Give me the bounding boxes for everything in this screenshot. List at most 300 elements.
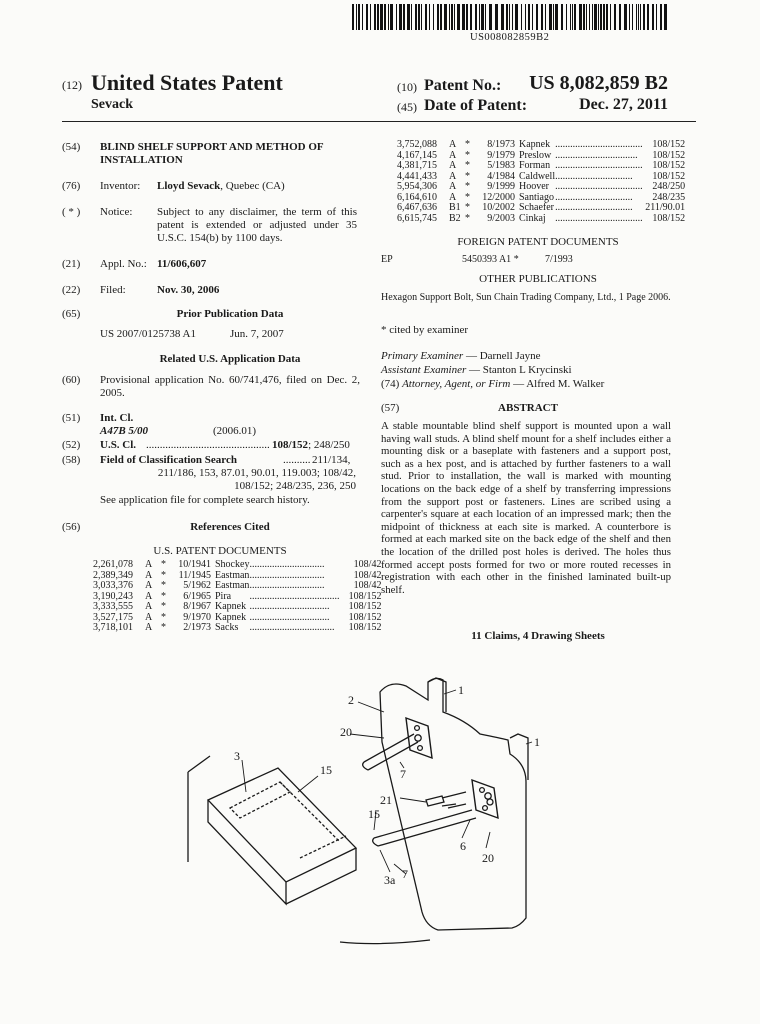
ref-date: 9/1999 <box>487 181 515 192</box>
inventor-location: , Quebec (CA) <box>220 180 285 192</box>
barcode-bar <box>440 4 442 30</box>
shelf-side <box>208 800 356 904</box>
ref-date: 6/1965 <box>183 590 211 602</box>
ref-star: * <box>161 622 166 633</box>
reference-row <box>397 182 685 193</box>
ref-class: 108/152 <box>652 170 686 182</box>
foreign-star: * <box>513 254 519 265</box>
ref-kind: B1 <box>449 202 461 213</box>
foreign-kind: A1 <box>498 254 512 265</box>
barcode-bar <box>399 4 402 30</box>
reference-row <box>93 581 381 592</box>
barcode-bar <box>549 4 552 30</box>
barcode-bar <box>352 4 354 30</box>
barcode-bar <box>470 4 472 30</box>
attorney <box>381 378 604 391</box>
inventor-name: Lloyd Sevack <box>157 180 221 192</box>
ref-star: * <box>465 139 470 150</box>
primary-examiner-label: Primary Examiner <box>381 350 464 362</box>
barcode-bar <box>377 4 379 30</box>
ref-leader <box>249 602 339 613</box>
leader-dots <box>249 592 339 603</box>
ref-star: * <box>465 170 470 182</box>
barcode-bar <box>656 4 657 30</box>
reference-row <box>397 203 685 214</box>
notice-text: Subject to any disclaimer, the term of this patent is extended or adjusted under 35 U.S.C. 154(b) by 1100 days. <box>157 206 357 244</box>
field-search-line2: 211/186, 153, 87.01, 90.01, 119.003; 108/42, <box>157 467 356 479</box>
ref-star: * <box>465 212 470 224</box>
barcode-bar <box>396 4 397 30</box>
ref-name: Forman <box>519 160 551 171</box>
int-cl-class: A47B 5/00 <box>100 425 148 437</box>
ref-class: 108/42 <box>353 569 382 581</box>
drawing-reference-label: 3 <box>234 749 240 763</box>
reference-row <box>93 602 381 613</box>
barcode-bar <box>541 4 543 30</box>
leader-dots <box>249 581 324 592</box>
drawing-reference-label: 2 <box>348 693 354 707</box>
ref-name: Sacks <box>215 622 239 633</box>
code-58: (58) <box>62 454 81 466</box>
code-52: (52) <box>62 439 81 451</box>
ref-kind: A <box>145 580 153 591</box>
references-heading: References Cited <box>190 521 270 533</box>
shelf-recess-line <box>280 782 340 842</box>
ref-number: 5,954,306 <box>397 181 437 192</box>
ref-class: 248/235 <box>652 191 686 203</box>
barcode-bar <box>592 4 593 30</box>
barcode-bar <box>594 4 597 30</box>
barcode-bar <box>572 4 573 30</box>
ref-name: Kapnek <box>519 139 551 150</box>
ref-number: 2,261,078 <box>93 559 133 570</box>
code-51: (51) <box>62 412 81 424</box>
ref-name: Santiago <box>519 191 554 203</box>
barcode-bar <box>532 4 533 30</box>
patent-drawing <box>180 672 580 972</box>
code-76: (76) <box>62 180 81 192</box>
barcode-bar <box>664 4 667 30</box>
us-docs-heading: U.S. PATENT DOCUMENTS <box>153 545 287 557</box>
barcode-bar <box>660 4 662 30</box>
ref-star: * <box>161 559 166 570</box>
appl-no-label: Appl. No.: <box>100 258 147 270</box>
ref-class: 108/42 <box>353 580 382 591</box>
drawing-reference-label: 20 <box>340 725 352 739</box>
barcode-bar <box>521 4 522 30</box>
prior-pub-heading: Prior Publication Data <box>176 308 284 320</box>
ref-name: Schaefer <box>519 202 554 213</box>
barcode-bar <box>624 4 627 30</box>
barcode-bar <box>603 4 605 30</box>
assistant-examiner <box>381 364 572 377</box>
barcode-bar <box>512 4 513 30</box>
ref-leader <box>555 140 643 151</box>
reference-row <box>397 161 685 172</box>
barcode-bar <box>418 4 420 30</box>
field-search-line3: 108/152; 248/235, 236, 250 <box>234 480 356 492</box>
drawing-reference-label: 15 <box>368 807 380 821</box>
ref-date: 9/2003 <box>487 212 515 224</box>
barcode-bar <box>528 4 530 30</box>
barcode-bar <box>485 4 486 30</box>
drawing-reference-label: 7 <box>402 867 408 881</box>
ref-number: 3,527,175 <box>93 611 133 623</box>
barcode-bar <box>610 4 611 30</box>
barcode-bar <box>457 4 460 30</box>
ref-kind: A <box>449 160 457 171</box>
reference-row <box>397 140 685 151</box>
barcode-bar <box>462 4 465 30</box>
filed-date: Nov. 30, 2006 <box>157 284 220 296</box>
drawing-reference-label: 6 <box>460 839 466 853</box>
ref-kind: A <box>145 559 153 570</box>
filed-label: Filed: <box>100 284 126 296</box>
reference-row <box>93 560 381 571</box>
barcode-bar <box>636 4 637 30</box>
ref-leader <box>249 613 339 624</box>
code-74: (74) <box>381 378 400 390</box>
attorney-label: Attorney, Agent, or Firm <box>402 378 511 390</box>
barcode-bar <box>553 4 554 30</box>
barcode-number: US008082859B2 <box>470 32 550 43</box>
barcode-bar <box>388 4 389 30</box>
notice-label: Notice: <box>100 206 133 218</box>
field-search-line1: 211/134, <box>312 454 351 466</box>
ref-class: 108/152 <box>348 590 382 602</box>
assistant-examiner-label: Assistant Examiner <box>381 364 467 376</box>
ref-star: * <box>161 611 166 623</box>
left-references-list <box>93 560 381 634</box>
ref-class: 108/42 <box>353 559 382 570</box>
ref-name: Pira <box>215 590 232 602</box>
barcode-bar <box>640 4 641 30</box>
us-cl-values <box>272 439 350 452</box>
ref-name: Hoover <box>519 181 549 192</box>
leader-dots <box>555 193 633 204</box>
foreign-date: 7/1993 <box>545 254 573 265</box>
barcode-bar <box>629 4 630 30</box>
barcode-bar <box>374 4 376 30</box>
code-22: (22) <box>62 284 81 296</box>
primary-examiner-name: — Darnell Jayne <box>463 350 541 362</box>
ref-star: * <box>161 590 166 602</box>
ref-kind: A <box>449 139 457 150</box>
barcode-bar <box>632 4 633 30</box>
ref-leader <box>555 203 643 214</box>
ref-kind: B2 <box>449 212 461 224</box>
ref-name: Kapnek <box>215 601 247 612</box>
ref-class: 108/152 <box>652 139 686 150</box>
barcode-bar <box>561 4 563 30</box>
inventor-surname: Sevack <box>91 97 133 112</box>
inventor-label: Inventor: <box>100 180 141 192</box>
frame-left <box>188 756 210 862</box>
lower-mount-plate <box>472 780 498 818</box>
ref-kind: A <box>145 611 153 623</box>
ref-name: Kapnek <box>215 611 247 623</box>
ref-class: 108/152 <box>348 611 382 623</box>
code-54: (54) <box>62 141 81 153</box>
frame-bottom <box>340 940 430 944</box>
other-pubs-heading: OTHER PUBLICATIONS <box>479 273 597 285</box>
ref-number: 4,441,433 <box>397 170 437 182</box>
reference-row <box>93 623 381 634</box>
barcode-bar <box>479 4 480 30</box>
ref-date: 9/1979 <box>487 149 515 161</box>
ref-number: 3,752,088 <box>397 139 437 150</box>
primary-examiner <box>381 350 540 363</box>
barcode-bar <box>425 4 427 30</box>
right-references-list <box>397 140 685 224</box>
ref-date: 9/1970 <box>183 611 211 623</box>
leader-dots <box>555 182 643 193</box>
ref-name: Cinkaj <box>519 212 546 224</box>
patent-number-label: Patent No.: <box>424 77 502 94</box>
ref-number: 6,164,610 <box>397 191 437 203</box>
ref-kind: A <box>145 590 153 602</box>
leader-dots <box>555 172 633 183</box>
ref-kind: A <box>145 601 153 612</box>
leader-dots <box>555 161 643 172</box>
ref-number: 3,718,101 <box>93 622 133 633</box>
ref-number: 4,381,715 <box>397 160 437 171</box>
ref-leader <box>555 161 643 172</box>
us-cl-primary: 108/152 <box>272 439 309 451</box>
date-of-patent: Dec. 27, 2011 <box>579 96 668 113</box>
related-heading: Related U.S. Application Data <box>159 353 301 365</box>
int-cl-year: (2006.01) <box>213 425 257 437</box>
barcode-bar <box>407 4 410 30</box>
appl-no: 11/606,607 <box>157 258 207 270</box>
barcode-bar <box>598 4 599 30</box>
barcode-bar <box>600 4 602 30</box>
ref-date: 5/1962 <box>183 580 211 591</box>
barcode-bar <box>574 4 576 30</box>
see-application-note: See application file for complete search history. <box>100 494 310 506</box>
foreign-no: 5450393 <box>462 254 497 265</box>
ref-number: 6,467,636 <box>397 202 437 213</box>
leader-dots <box>249 571 324 582</box>
ref-leader <box>249 571 339 582</box>
ref-date: 2/1973 <box>183 622 211 633</box>
barcode-bar <box>509 4 510 30</box>
leader-dots <box>249 560 324 571</box>
leader-dots <box>555 140 643 151</box>
ref-name: Eastman <box>215 580 250 591</box>
leader-dots <box>249 623 334 634</box>
barcode-bar <box>362 4 363 30</box>
barcode-bar <box>515 4 518 30</box>
barcode-bar <box>433 4 434 30</box>
ref-class: 248/250 <box>652 181 686 192</box>
prior-pub-date: Jun. 7, 2007 <box>230 328 284 340</box>
ref-star: * <box>161 601 166 612</box>
abstract-heading: ABSTRACT <box>498 402 558 414</box>
barcode-bar <box>390 4 393 30</box>
ref-star: * <box>465 181 470 192</box>
ref-name: Shockey <box>215 559 250 570</box>
drawing-reference-label: 3a <box>384 873 396 887</box>
ref-date: 8/1973 <box>487 139 515 150</box>
other-publication: Hexagon Support Bolt, Sun Chain Trading Company, Ltd., 1 Page 2006. <box>381 292 671 303</box>
code-12: (12) <box>62 78 82 92</box>
ref-leader <box>249 581 339 592</box>
ref-date: 10/1941 <box>178 559 211 570</box>
code-57: (57) <box>381 402 400 414</box>
ref-class: 108/152 <box>652 212 686 224</box>
barcode-bar <box>475 4 477 30</box>
ref-star: * <box>161 569 166 581</box>
drawing-reference-label: 1 <box>458 683 464 697</box>
foreign-heading: FOREIGN PATENT DOCUMENTS <box>457 236 619 248</box>
ref-kind: A <box>449 191 457 203</box>
ref-leader <box>555 151 643 162</box>
header-rule <box>62 121 696 122</box>
barcode-bar <box>444 4 447 30</box>
leader-dots <box>249 613 329 624</box>
ref-kind: A <box>449 170 457 182</box>
ref-leader <box>555 182 643 193</box>
barcode-bar <box>566 4 567 30</box>
barcode-bar <box>437 4 439 30</box>
barcode-bar <box>586 4 587 30</box>
ref-leader <box>555 172 643 183</box>
upper-post <box>363 734 418 770</box>
reference-row <box>397 214 685 225</box>
barcode-bar <box>583 4 585 30</box>
barcode-bar <box>366 4 368 30</box>
invention-title: BLIND SHELF SUPPORT AND METHOD OF INSTALLATION <box>100 141 324 166</box>
us-cl-leader <box>146 439 270 452</box>
ref-date: 11/1945 <box>178 569 211 581</box>
ref-kind: A <box>145 622 153 633</box>
leader-dots <box>249 602 329 613</box>
barcode-bar <box>606 4 608 30</box>
foreign-office: EP <box>381 254 393 265</box>
barcode-bar <box>589 4 590 30</box>
barcode-bar <box>356 4 357 30</box>
barcode-bar <box>429 4 430 30</box>
barcode-bar <box>545 4 546 30</box>
barcode-bar <box>555 4 558 30</box>
fastener-screw <box>426 792 466 806</box>
ref-star: * <box>465 160 470 171</box>
ref-number: 2,389,349 <box>93 569 133 581</box>
barcode-bar <box>370 4 371 30</box>
date-of-patent-label: Date of Patent: <box>424 97 528 114</box>
ref-name: Preslow <box>519 149 552 161</box>
abstract-text: A stable mountable blind shelf support is mounted upon a wall having wall studs. A blind shelf mount for a shelf includes either a mounting disk or a baseplate with fasteners and a support post, such as a hex post, and is attached by further fasteners to a wall stud. Prior to installation, the wall is marked with mounting locations on the back edge of a shelf by transferring impressions from the support post or fasteners. Lines are scribed using a carpenter's square at each location of an impressed mark; then the midpoint of thickness at each site is marked. A counterbore is formed at each marked site on the back edge of the shelf and then the location of the drilled post holes is derived. The holes thus formed accept posts formed for two or more routed recesses in registration with each other in the finished laminated built-up shelf. <box>381 420 671 596</box>
ref-leader <box>555 193 643 204</box>
barcode-bar <box>451 4 453 30</box>
foreign-number <box>462 253 519 266</box>
field-search-leader <box>283 454 311 467</box>
barcode-bar <box>652 4 654 30</box>
ref-leader <box>249 560 339 571</box>
code-56: (56) <box>62 521 81 533</box>
barcode-bar <box>643 4 645 30</box>
barcode-bar <box>415 4 417 30</box>
barcode <box>352 4 670 30</box>
document-type: United States Patent <box>91 70 283 95</box>
leader-dots <box>555 203 633 214</box>
code-21: (21) <box>62 258 81 270</box>
patent-number: US 8,082,859 B2 <box>529 72 668 94</box>
drawing-reference-label: 15 <box>320 763 332 777</box>
ref-date: 4/1984 <box>487 170 515 182</box>
barcode-bar <box>619 4 621 30</box>
notice-code: ( * ) <box>62 206 81 218</box>
assistant-examiner-name: — Stanton L Krycinski <box>466 364 572 376</box>
ref-class: 211/90.01 <box>645 202 686 213</box>
barcode-bar <box>525 4 526 30</box>
drawing-reference-label: 1 <box>534 735 540 749</box>
ref-star: * <box>161 580 166 591</box>
code-65: (65) <box>62 308 81 320</box>
barcode-bar <box>638 4 639 30</box>
shelf-block <box>208 768 356 882</box>
provisional-text: Provisional application No. 60/741,476, filed on Dec. 2, 2005. <box>100 374 360 399</box>
barcode-bar <box>536 4 538 30</box>
ref-leader <box>555 214 643 225</box>
ref-star: * <box>465 149 470 161</box>
code-45: (45) <box>397 100 417 114</box>
ref-star: * <box>465 202 470 213</box>
leader-dots <box>555 214 643 225</box>
ref-number: 3,333,555 <box>93 601 133 612</box>
barcode-bar <box>489 4 492 30</box>
field-search-label: Field of Classification Search <box>100 454 237 466</box>
code-60: (60) <box>62 374 81 386</box>
ref-class: 108/152 <box>652 160 686 171</box>
drawing-reference-label: 20 <box>482 851 494 865</box>
ref-class: 108/152 <box>348 601 382 612</box>
fastener-bolt <box>442 804 466 808</box>
ref-number: 4,167,145 <box>397 149 437 161</box>
barcode-bar <box>495 4 498 30</box>
ref-name: Caldwell <box>519 170 556 182</box>
ref-kind: A <box>449 181 457 192</box>
barcode-bar <box>454 4 455 30</box>
ref-date: 12/2000 <box>482 191 515 203</box>
code-10: (10) <box>397 80 417 94</box>
ref-name: Eastman <box>215 569 250 581</box>
attorney-name: — Alfred M. Walker <box>510 378 605 390</box>
ref-number: 3,033,376 <box>93 580 133 591</box>
cited-by-examiner-note: * cited by examiner <box>381 324 469 336</box>
ref-class: 108/152 <box>652 149 686 161</box>
claims-line: 11 Claims, 4 Drawing Sheets <box>471 630 605 642</box>
barcode-bar <box>411 4 412 30</box>
ref-date: 8/1967 <box>183 601 211 612</box>
us-cl-secondary: ; 248/250 <box>308 439 350 451</box>
ref-kind: A <box>145 569 153 581</box>
barcode-bar <box>506 4 508 30</box>
ref-date: 10/2002 <box>482 202 515 213</box>
us-cl-label: U.S. Cl. <box>100 439 137 451</box>
barcode-bar <box>614 4 616 30</box>
barcode-bar <box>579 4 582 30</box>
ref-leader <box>249 592 339 603</box>
barcode-bar <box>449 4 450 30</box>
ref-class: 108/152 <box>348 622 382 633</box>
barcode-bar <box>466 4 468 30</box>
inventor <box>157 180 285 193</box>
barcode-bar <box>647 4 649 30</box>
drawing-reference-label: 7 <box>400 767 406 781</box>
barcode-bar <box>358 4 360 30</box>
